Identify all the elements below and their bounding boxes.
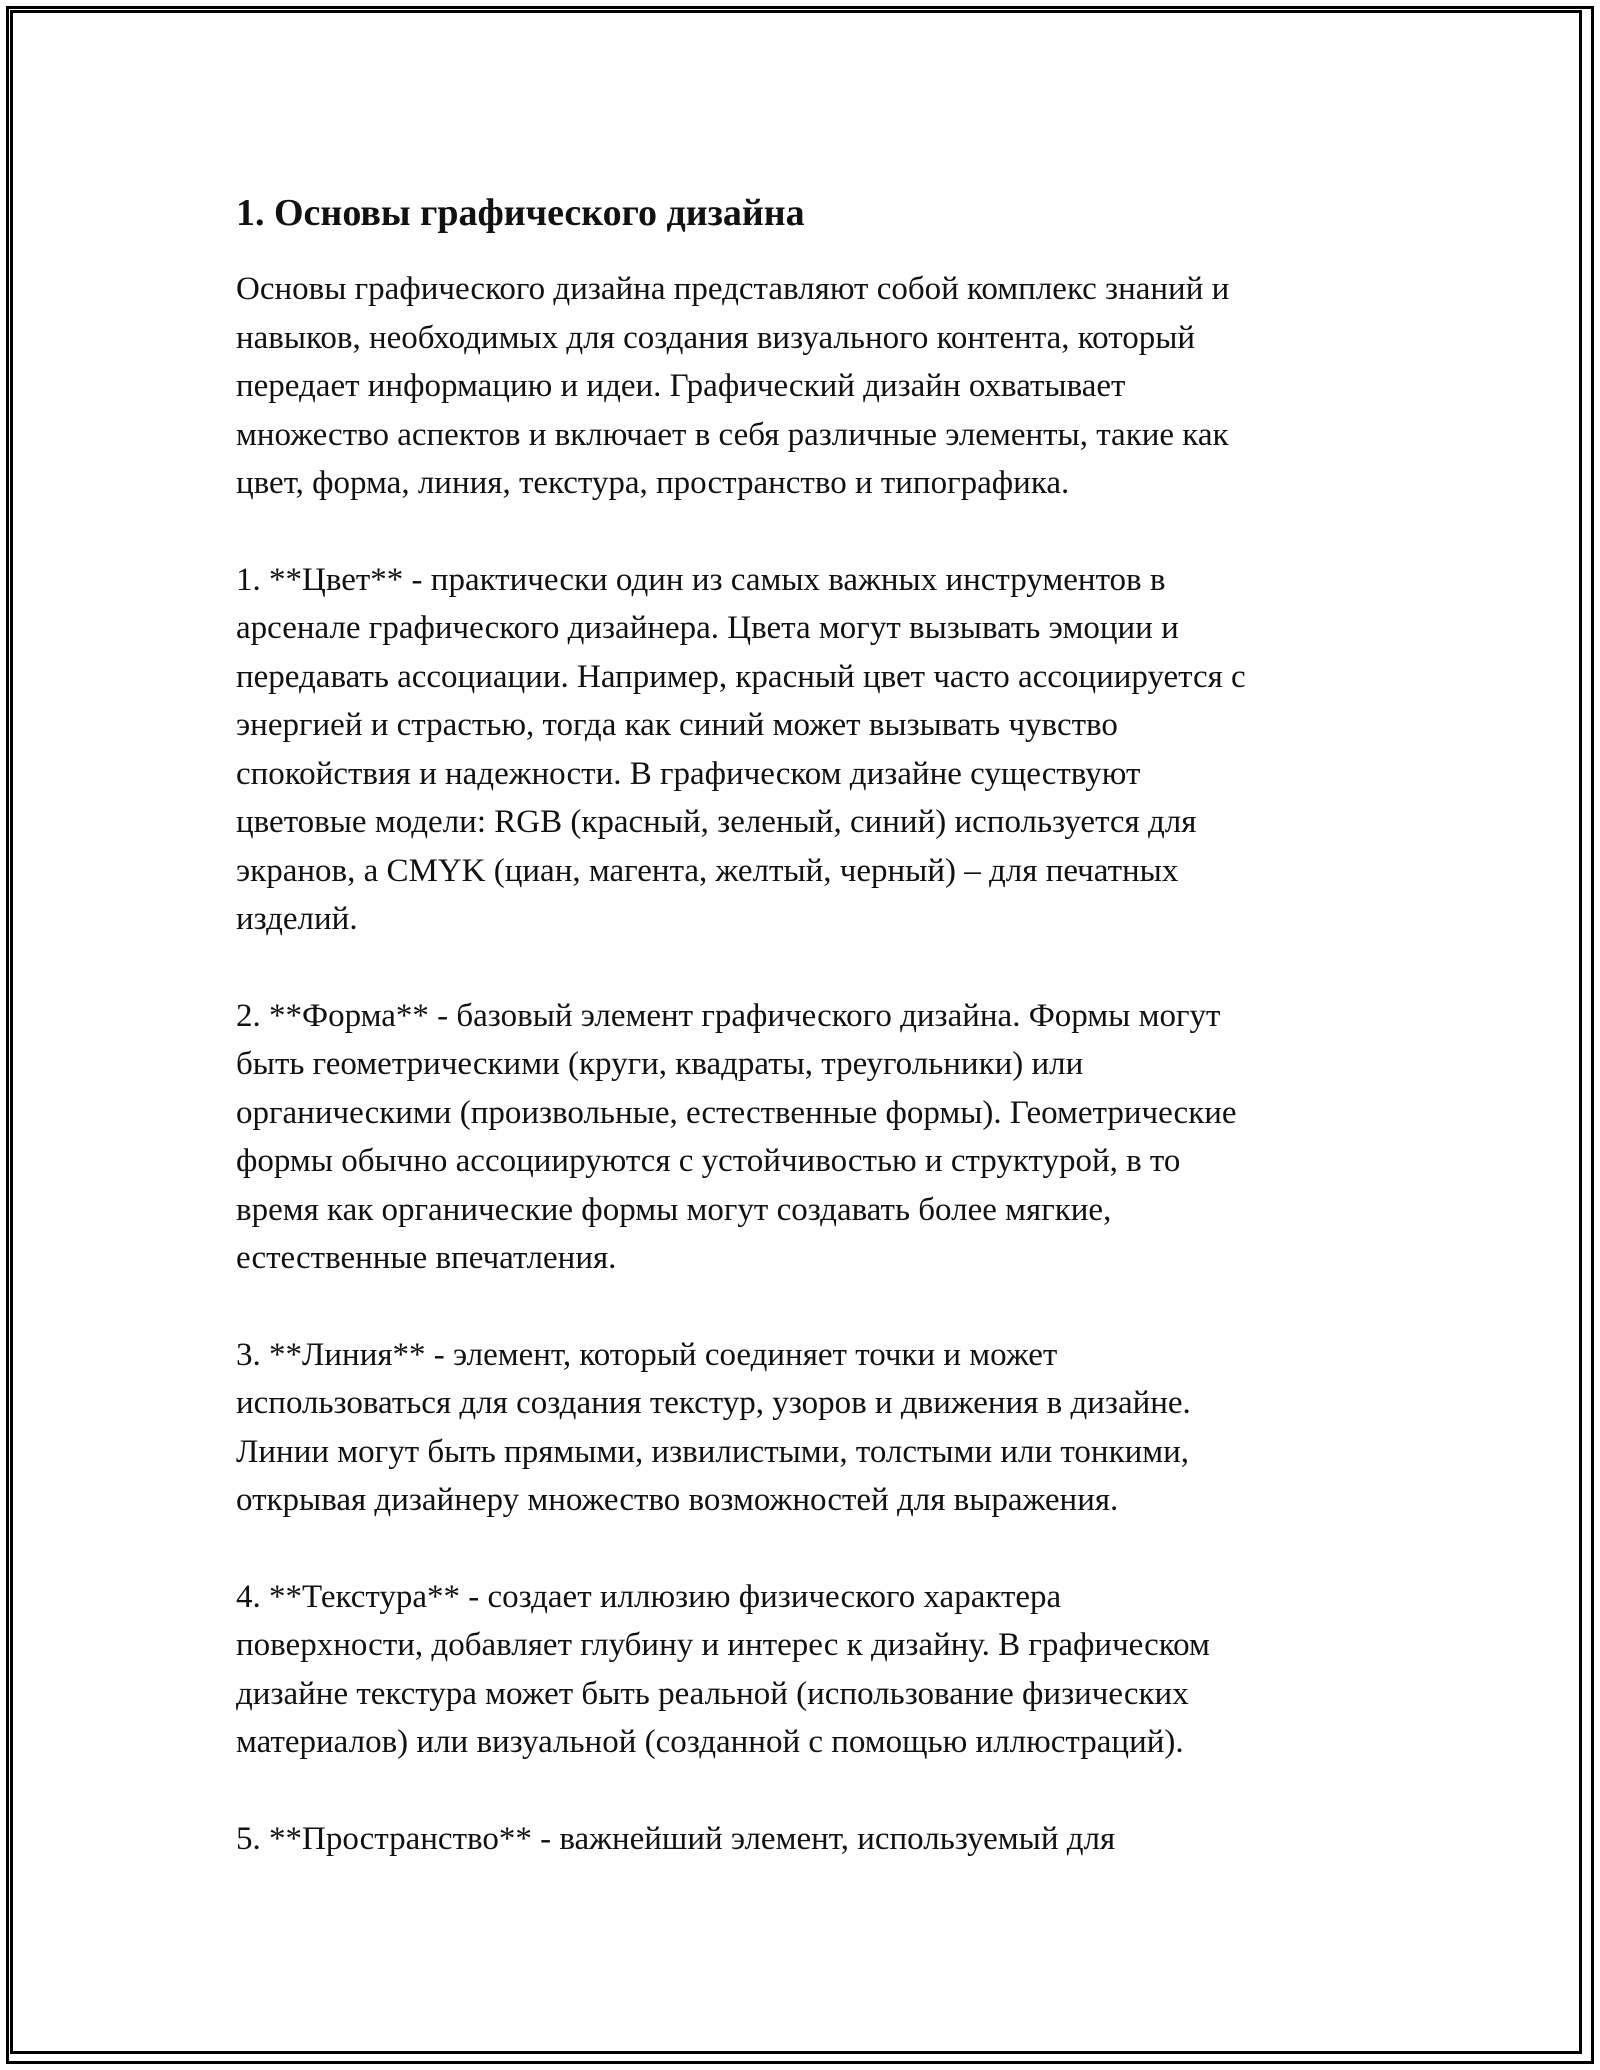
text-line: энергией и страстью, тогда как синий может вызывать чувство [236, 707, 1118, 743]
paragraph [236, 265, 1416, 508]
text-line: передает информацию и идеи. Графический дизайн охватывает [236, 368, 1126, 404]
paragraph [236, 1331, 1416, 1525]
text-line: цветовые модели: RGB (красный, зеленый, синий) используется для [236, 804, 1197, 840]
text-line: спокойствия и надежности. В графическом дизайне существуют [236, 755, 1141, 792]
text-line: дизайне текстура может быть реальной (использование физических [236, 1675, 1189, 1712]
text-line: навыков, необходимых для создания визуального контента, который [236, 319, 1196, 356]
text-line: органическими (произвольные, естественные формы). Геометрические [236, 1094, 1237, 1131]
text-line: передавать ассоциации. Например, красный цвет часто ассоциируется с [236, 658, 1246, 695]
text-line: экранов, а CMYK (циан, магента, желтый, черный) – для печатных [236, 852, 1179, 889]
text-line: формы обычно ассоциируются с устойчивостью и структурой, в то [236, 1143, 1181, 1179]
paragraph [236, 992, 1416, 1283]
paragraph-list [236, 265, 1416, 1863]
document-body [236, 185, 1416, 1911]
text-line: естественные впечатления. [236, 1240, 617, 1276]
text-line: быть геометрическими (круги, квадраты, треугольники) или [236, 1046, 1084, 1082]
paragraph [236, 1573, 1416, 1767]
text-line: использоваться для создания текстур, узоров и движения в дизайне. [236, 1385, 1191, 1421]
text-line: 5. **Пространство** - важнейший элемент, используемый для [236, 1820, 1116, 1857]
paragraph [236, 1815, 1416, 1864]
text-line: 4. **Текстура** - создает иллюзию физического характера [236, 1578, 1062, 1615]
text-line: материалов) или визуальной (созданной с помощью иллюстраций). [236, 1724, 1184, 1760]
text-line: поверхности, добавляет глубину и интерес к дизайну. В графическом [236, 1627, 1210, 1663]
text-line: цвет, форма, линия, текстура, пространство и типографика. [236, 465, 1070, 501]
text-line: 3. **Линия** - элемент, который соединяет точки и может [236, 1336, 1058, 1373]
paragraph [236, 556, 1416, 944]
text-line: множество аспектов и включает в себя различные элементы, такие как [236, 416, 1229, 453]
section-heading: 1. Основы графического дизайна [236, 192, 805, 234]
text-line: время как органические формы могут создавать более мягкие, [236, 1191, 1112, 1228]
text-line: открывая дизайнеру множество возможностей для выражения. [236, 1482, 1119, 1518]
text-line: 2. **Форма** - базовый элемент графического дизайна. Формы могут [236, 997, 1221, 1034]
text-line: Линии могут быть прямыми, извилистыми, толстыми или тонкими, [236, 1433, 1190, 1470]
text-line: 1. **Цвет** - практически один из самых важных инструментов в [236, 561, 1166, 598]
text-line: Основы графического дизайна представляют собой комплекс знаний и [236, 271, 1230, 307]
text-line: изделий. [236, 901, 358, 937]
text-line: арсенале графического дизайнера. Цвета могут вызывать эмоции и [236, 610, 1179, 646]
